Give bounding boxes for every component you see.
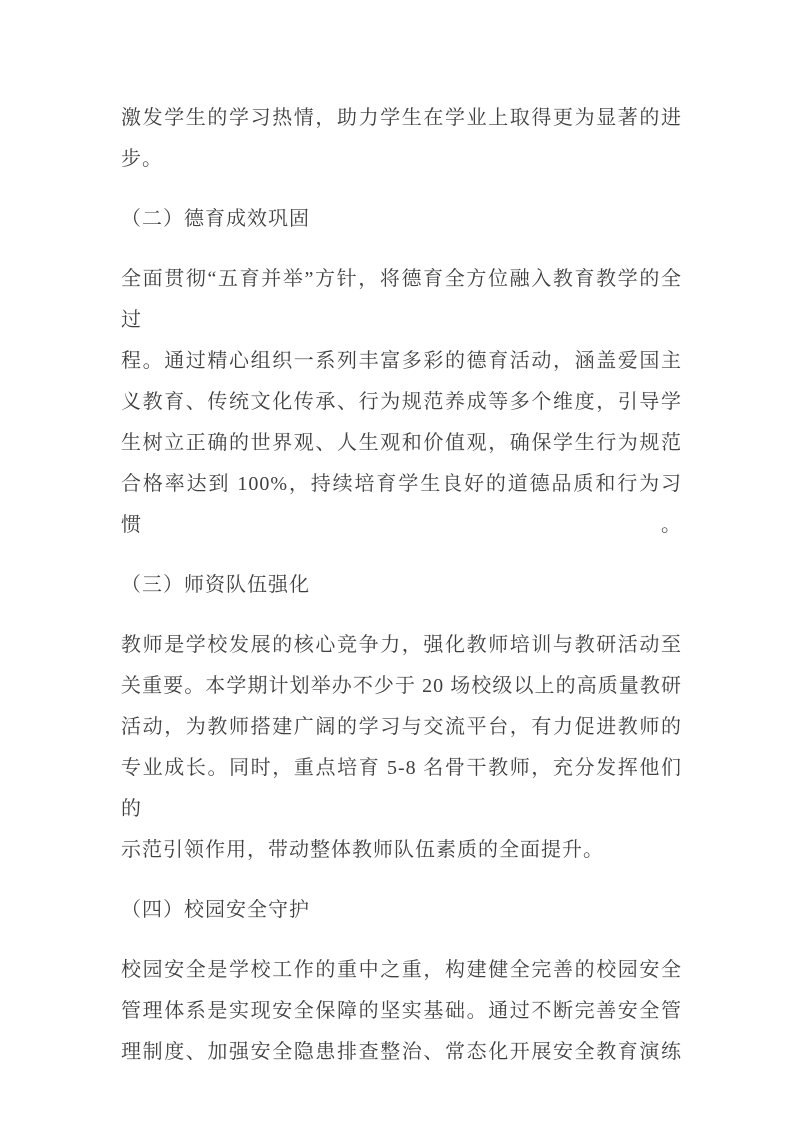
paragraph <box>121 98 682 180</box>
paragraph <box>121 950 682 1073</box>
paragraph <box>121 259 682 546</box>
text-line: 步。 <box>121 148 163 170</box>
section-heading <box>121 565 682 606</box>
text-line: 合格率达到 100%，持续培育学生良好的道德品质和行为习惯。 <box>121 473 682 536</box>
text-line: 激发学生的学习热情，助力学生在学业上取得更为显著的进 <box>121 107 682 129</box>
text-line: 活动，为教师搭建广阔的学习与交流平台，有力促进教师的 <box>121 716 682 738</box>
text-line: 程。通过精心组织一系列丰富多彩的德育活动，涵盖爱国主 <box>121 350 682 372</box>
section-heading <box>121 199 682 240</box>
text-line: （二）德育成效巩固 <box>121 208 310 230</box>
text-line: 校园安全是学校工作的重中之重，构建健全完善的校园安全 <box>121 959 682 981</box>
text-line: 专业成长。同时，重点培育 5-8 名骨干教师，充分发挥他们的 <box>121 757 682 820</box>
text-line: （四）校园安全守护 <box>121 899 310 921</box>
text-line: 教师是学校发展的核心竞争力，强化教师培训与教研活动至 <box>121 634 682 656</box>
section-heading <box>121 890 682 931</box>
text-line: 义教育、传统文化传承、行为规范养成等多个维度，引导学 <box>121 391 682 413</box>
text-line: 管理体系是实现安全保障的坚实基础。通过不断完善安全管 <box>121 1000 682 1022</box>
document-content <box>121 98 682 1092</box>
text-line: 生树立正确的世界观、人生观和价值观，确保学生行为规范 <box>121 432 682 454</box>
text-line: 全面贯彻“五育并举”方针，将德育全方位融入教育教学的全过 <box>121 268 682 331</box>
text-line: （三）师资队伍强化 <box>121 574 310 596</box>
text-line: 关重要。本学期计划举办不少于 20 场校级以上的高质量教研 <box>121 675 682 697</box>
text-line: 理制度、加强安全隐患排查整治、常态化开展安全教育演练 <box>121 1041 682 1063</box>
text-line: 示范引领作用，带动整体教师队伍素质的全面提升。 <box>121 839 604 861</box>
paragraph <box>121 625 682 871</box>
